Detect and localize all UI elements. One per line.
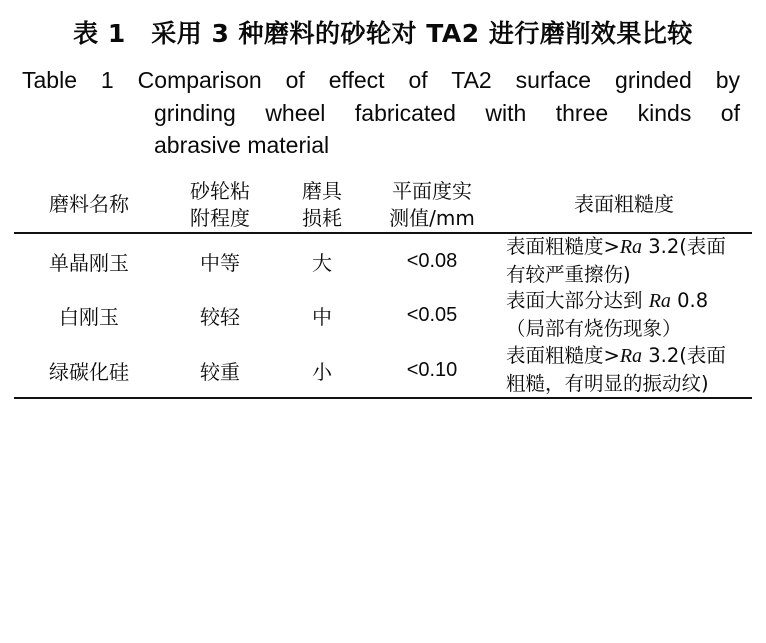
roughness-line-1 <box>506 343 752 371</box>
table-body <box>14 233 752 400</box>
roughness-ra-symbol: Ra <box>619 344 643 367</box>
roughness-ra-symbol: Ra <box>648 290 671 313</box>
cell-abrasive-name: 单晶刚玉 <box>14 233 164 289</box>
column-header-abrasive-name-line1: 磨料名称 <box>49 192 129 217</box>
cell-wheel-adhesion: 较重 <box>200 359 240 384</box>
table-title-chinese: 表 1 采用 3 种磨料的砂轮对 TA2 进行磨削效果比较 <box>73 19 693 48</box>
cell-surface-roughness <box>496 233 752 289</box>
cell-abrasive-name: 绿碳化硅 <box>49 359 129 384</box>
roughness-prefix: 表面粗糙度> <box>506 343 620 367</box>
cell-surface-roughness <box>496 288 752 343</box>
roughness-line-2: 粗糙，有明显的振动纹) <box>506 371 709 395</box>
cell-tool-wear: 中 <box>312 305 332 330</box>
column-header-surface-roughness <box>496 178 752 233</box>
roughness-suffix: 3.2(表面 <box>642 343 726 367</box>
roughness-line-1 <box>506 288 752 316</box>
roughness-line-2: 有较严重擦伤) <box>506 262 631 286</box>
column-header-wheel-adhesion <box>164 178 276 233</box>
column-header-wheel-adhesion-line2: 附程度 <box>190 205 250 230</box>
column-header-tool-wear-line1: 磨具 <box>302 178 342 203</box>
roughness-prefix: 表面粗糙度> <box>506 234 620 258</box>
roughness-line-2: （局部有烧伤现象） <box>506 317 682 341</box>
roughness-ra-symbol: Ra <box>619 235 643 258</box>
column-header-flatness-line1: 平面度实 <box>392 178 472 203</box>
roughness-prefix: 表面大部分达到 <box>506 289 649 313</box>
table-row <box>14 343 752 399</box>
grinding-comparison-table <box>14 178 752 400</box>
table-header-row <box>14 178 752 233</box>
column-header-surface-roughness-line1: 表面粗糙度 <box>574 192 674 217</box>
cell-flatness: <0.08 <box>368 233 496 289</box>
column-header-flatness <box>368 178 496 233</box>
table-row <box>14 288 752 343</box>
title-english-line-3: abrasive material <box>154 132 330 159</box>
cell-tool-wear: 大 <box>276 233 368 289</box>
column-header-flatness-line2: 测值/mm <box>389 205 475 230</box>
table-title-english <box>0 64 766 162</box>
roughness-line-1 <box>506 234 752 262</box>
column-header-tool-wear-line2: 损耗 <box>302 205 342 230</box>
bottom-rule-cell <box>14 398 752 399</box>
roughness-suffix: 3.2(表面 <box>642 234 726 258</box>
table-bottom-rule <box>14 398 752 399</box>
column-header-tool-wear <box>276 178 368 233</box>
grinding-comparison-table-wrapper <box>14 178 752 400</box>
column-header-abrasive-name <box>14 178 164 233</box>
cell-flatness: <0.10 <box>406 358 458 381</box>
cell-wheel-adhesion: 中等 <box>164 233 276 289</box>
cell-flatness: <0.05 <box>406 304 458 327</box>
table-header <box>14 178 752 233</box>
table-row <box>14 233 752 289</box>
cell-tool-wear: 小 <box>312 359 332 384</box>
document-page <box>0 14 766 643</box>
title-english-line-1: Table 1 Comparison of effect of TA2 surface grinded by <box>22 67 740 93</box>
cell-wheel-adhesion: 较轻 <box>200 305 240 330</box>
title-english-line-2: grinding wheel fabricated with three kinds of <box>154 99 740 126</box>
cell-abrasive-name: 白刚玉 <box>59 305 119 330</box>
roughness-suffix: 0.8 <box>670 289 709 313</box>
cell-surface-roughness <box>496 343 752 399</box>
column-header-wheel-adhesion-line1: 砂轮粘 <box>190 178 250 203</box>
